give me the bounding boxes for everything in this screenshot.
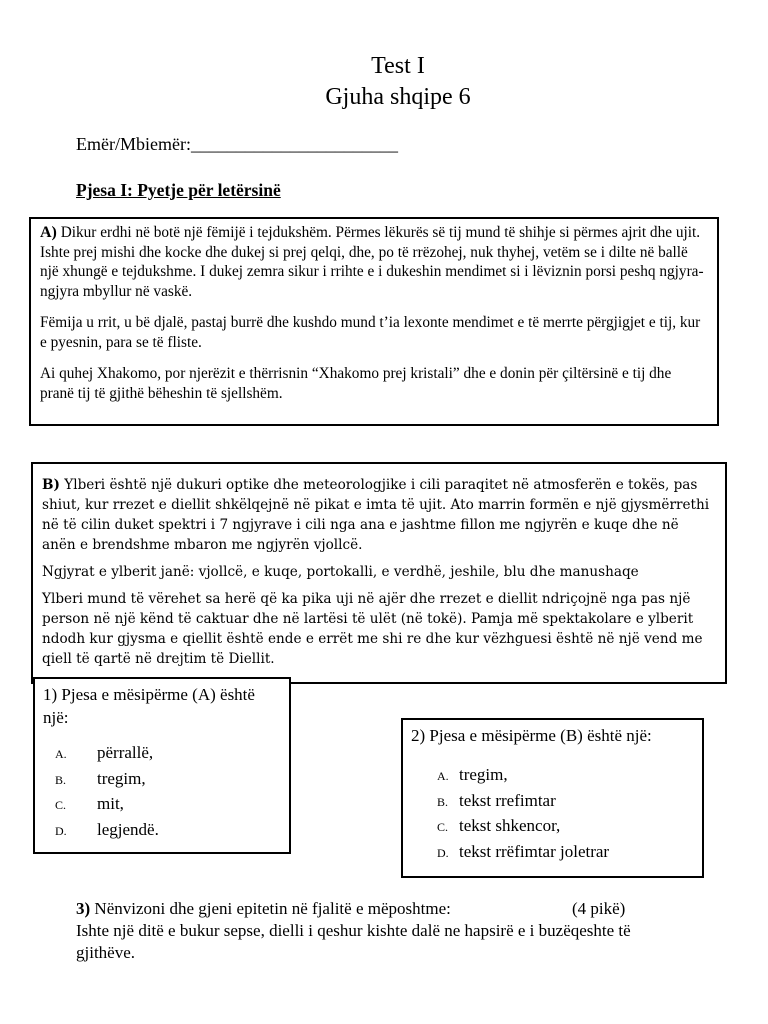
question-2-option[interactable]	[411, 814, 694, 840]
option-letter: C.	[437, 820, 449, 834]
question-1-option[interactable]	[43, 818, 281, 844]
name-field-label: Emër/Mbiemër:_______________________	[76, 134, 398, 154]
question-3-points: (4 pikë)	[572, 899, 626, 918]
option-letter: D.	[437, 845, 449, 860]
passage-b-paragraph: Ngjyrat e ylberit janë: vjollcë, e kuqe, portokalli, e verdhë, jeshile, blu dhe manushaqe	[42, 564, 639, 580]
question-3-prompt: Nënvizoni dhe gjeni epitetin në fjalitë e mëposhtme:	[90, 899, 451, 918]
passage-a-paragraph: Fëmija u rrit, u bë djalë, pastaj burrë dhe kushdo mund t’ia lexonte mendimet e të merrte përgjigjet e tij, kur e pyesnin, para se të fliste.	[40, 314, 701, 351]
question-2-option[interactable]	[411, 789, 694, 815]
option-text: tregim,	[97, 768, 146, 788]
option-text: tregim,	[459, 765, 508, 784]
passage-b-label: B)	[42, 477, 60, 493]
question-3	[76, 898, 676, 964]
option-text: tekst rrefimtar	[459, 790, 556, 810]
passage-b-box	[31, 462, 727, 684]
test-title: Test I	[371, 53, 425, 79]
question-2-options	[411, 763, 694, 865]
option-letter: B.	[55, 772, 67, 787]
question-2-prompt: 2) Pjesa e mësipërme (B) është një:	[411, 726, 652, 745]
option-text: tekst shkencor,	[459, 816, 561, 835]
passage-b-paragraph: Ylberi mund të vërehet sa herë që ka pika uji në ajër dhe rrezet e diellit ndriçojnë nga pas një person në një kënd të caktuar dhe në lartësi të ulët (në tokë). Pamja më spektakolare e ylberit ndodh kur gjysma e qiellit është ende e errët me shi re dhe kur vëzhguesi është në një vend me qiell të qartë në drejtim të Diellit.	[42, 591, 703, 667]
question-1-box	[33, 677, 291, 854]
question-3-number: 3)	[76, 899, 91, 918]
test-subtitle: Gjuha shqipe 6	[325, 84, 471, 110]
passage-a-label: A)	[40, 224, 57, 241]
option-letter: A.	[437, 769, 449, 783]
option-text: përrallë,	[97, 743, 154, 762]
question-1-options	[43, 741, 281, 843]
passage-a-paragraph: Ai quhej Xhakomo, por njerëzit e thërrisnin “Xhakomo prej kristali” dhe e donin për çiltërsinë e tij dhe pranë tij të gjithë bëheshin të sjellshëm.	[40, 365, 672, 402]
option-letter: A.	[55, 747, 67, 761]
passage-b-text: Ylberi është një dukuri optike dhe meteorologjike i cili paraqitet në atmosferën e tokës, pas shiut, kur rrezet e diellit shkëlqejnë në pikat e imta të ujit. Ato marrin formën e një gjysmërrethi në të cilin duket spektri i 7 ngjyrave i cili nga ana e jashtme fillon me ngjyrën e kuqe dhe në anën e brendshme mbaron me ngjyrën vjollcë.	[42, 477, 710, 553]
option-letter: B.	[437, 794, 449, 809]
question-1-option[interactable]	[43, 741, 281, 767]
question-3-prompt-line	[76, 898, 676, 920]
question-1-option[interactable]	[43, 767, 281, 793]
question-1-option[interactable]	[43, 792, 281, 818]
question-2-option[interactable]	[411, 763, 694, 789]
passage-b-paragraph	[42, 475, 716, 555]
option-text: tekst rrëfimtar joletrar	[459, 841, 610, 861]
question-2-box	[401, 718, 704, 878]
question-1-prompt: 1) Pjesa e mësipërme (A) është një:	[43, 685, 255, 727]
passage-a-box	[29, 217, 719, 426]
option-letter: D.	[55, 823, 67, 838]
question-2-option[interactable]	[411, 840, 694, 866]
option-text: legjendë.	[97, 819, 159, 839]
question-3-sentence[interactable]: Ishte një ditë e bukur sepse, dielli i qeshur kishte dalë ne hapsirë e i buzëqeshte të gjithëve.	[76, 921, 631, 962]
passage-a-text: Dikur erdhi në botë një fëmijë i tejdukshëm. Përmes lëkurës së tij mund të shihje si përmes ajrit dhe ujit. Ishte prej mishi dhe kocke dhe dukej si prej qelqi, dhe, po të rrëzohej, nuk thyhej, vetëm se i dilte në ballë një xhungë e tejdukshme. I dukej zemra sikur i rrihte e i dukeshin mendimet si i lëviznin porsi peshq ngjyra-ngjyra mbyllur në vaskë.	[40, 224, 704, 300]
option-text: mit,	[97, 794, 124, 813]
passage-a-paragraph	[40, 223, 708, 301]
option-letter: C.	[55, 798, 67, 812]
part-one-heading: Pjesa I: Pyetje për letërsinë	[76, 180, 281, 200]
